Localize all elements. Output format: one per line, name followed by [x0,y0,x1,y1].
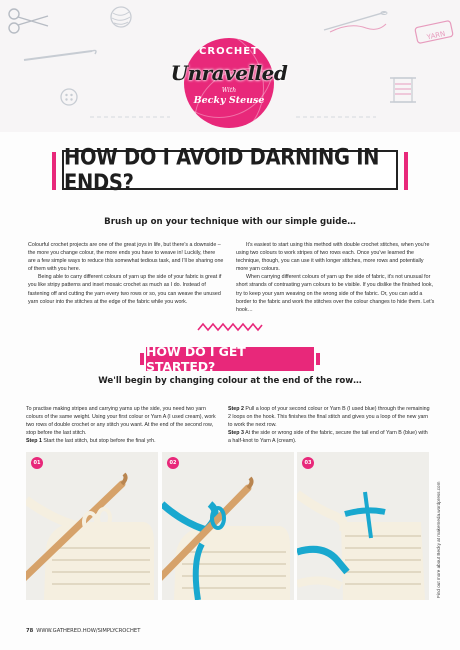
title-accent-left [52,152,56,190]
yarn-ball-icon [108,4,134,30]
svg-text:YARN: YARN [426,29,447,42]
step-1-label: Step 1 [26,438,42,445]
intro-paragraph: It's easiest to start using this method with double crochet stitches, when you're using two colours to work stripes of two rows each. Once you've learned the technique, though, you can use it with longer stitches, more rows and potentially more yarn colours. [236,242,430,273]
needle-icon [320,8,392,34]
crochet-hook-icon [20,46,100,66]
step-number-badge: 01 [31,457,43,469]
stitch-line-icon [296,112,376,122]
article-title-box [52,144,408,196]
badge-top-text: CROCHET [199,46,259,57]
intro-column-left [28,241,224,306]
intro-paragraph: When carrying different colours of yarn up the side of fabric, it's not unusual for short strands of contrasting yarn colours to be visible. If you dislike the finished look, try to keep your yarn weaving on the wrong side of the fabric. Or, you can add a border to the fabric and work the stitches over the colour changes to hide them. Let's hook… [236,274,435,313]
column-badge [170,30,288,134]
title-accent-right [404,152,408,190]
scissors-icon [6,6,52,36]
yarn-label-icon [412,18,456,48]
photo-step-1 [26,452,158,600]
step-number-badge: 03 [302,457,314,469]
thread-spool-icon [384,72,426,112]
intro-paragraph: Being able to carry different colours of yarn up the side of your fabric is great if you like stripy patterns and inset mosaic crochet as much as I do. Instead of fastening off and cutting the yarn every two rows or so, you can weave the unused yarn colour into the stitches at the edge of the fabric while you work. [28,274,222,305]
button-icon [58,86,80,108]
zigzag-divider [197,322,263,332]
photo-step-2-illustration [162,452,294,600]
photo-step-1-illustration [26,452,158,600]
author-credit: Find out more about Becky at makemeda.wordpress.com [436,481,441,598]
steps-column-right [228,405,430,445]
footer-url[interactable]: WWW.GATHERED.HOW/SIMPLYCROCHET [36,628,141,634]
intro-paragraph: Colourful crochet projects are one of the great joys in life, but there's a downside – the more you change colour, the more ends you have to weave in! Luckily, there are a few simple ways to reduce this somewhat tedious task, and I'll be sharing one of them with you here. [28,242,224,273]
photo-step-3 [297,452,429,600]
step-3-text: At the side or wrong side of the fabric, secure the tail end of Yarn B (blue) with a half-knot to Yarn A (cream). [228,430,428,445]
section-title: HOW DO I GET STARTED? [146,344,246,374]
page-footer [26,628,140,634]
step-2-label: Step 2 [228,406,244,412]
badge-with-text: With [221,87,237,94]
page-number: 78 [26,628,34,634]
title-frame [62,144,398,196]
intro-column-right [236,241,436,314]
photo-step-3-illustration [297,452,429,600]
photo-step-2 [162,452,294,600]
step-2-text: Pull a loop of your second colour or Yarn B (I used blue) through the remaining 2 loops on the hook. This finishes the final stitch and gives you a loop of the new yarn to work the next row. [228,406,430,429]
badge-title: Unravelled [170,61,288,85]
section-banner [146,344,314,374]
section-lede: We'll begin by changing colour at the end of the row… [98,376,362,386]
stitch-line-icon [90,112,170,122]
page-title: HOW DO I AVOID DARNING IN ENDS? [64,144,380,196]
step-1-text: Start the last stitch, but stop before the final yrh. [43,438,156,445]
article-lede: Brush up on your technique with our simple guide… [104,217,356,227]
step-3-label: Step 3 [228,430,244,437]
steps-intro: To practise making stripes and carrying yarns up the side, you need two yarn colours of the same weight. Using your first colour or Yarn A (I used cream), work two rows of double crochet or any stitch you want. At the end of the second row, stop before the last stitch. [26,406,216,437]
badge-author: Becky Steuse [193,95,265,106]
steps-column-left [26,405,222,445]
step-number-badge: 02 [167,457,179,469]
